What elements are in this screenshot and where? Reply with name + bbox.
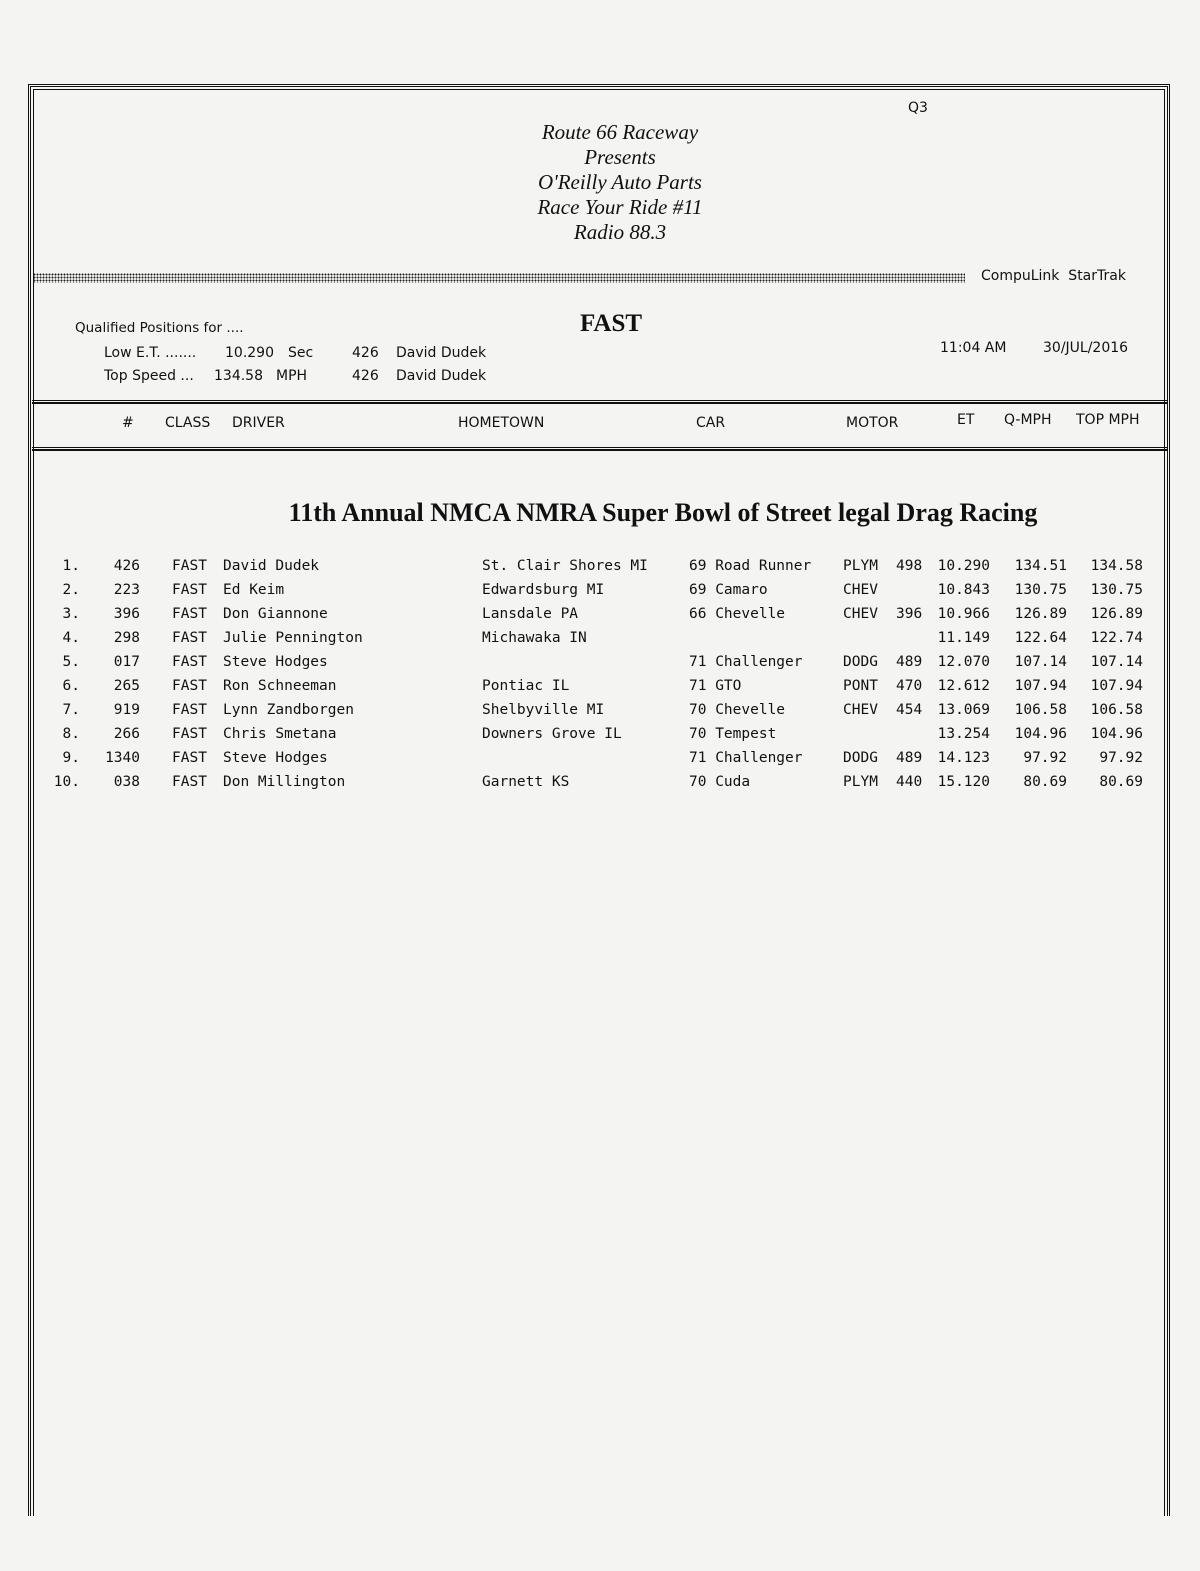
low-et-driver: David Dudek [396, 345, 487, 361]
cell-pos: 4. [62, 630, 80, 646]
cell-pos: 10. [53, 774, 80, 790]
cell-hometown: St. Clair Shores MI [482, 558, 648, 574]
cell-make: CHEV [843, 702, 878, 718]
cell-topmph: 107.94 [1090, 678, 1143, 694]
cell-et: 13.254 [937, 726, 990, 742]
low-et-label: Low E.T. ....... [104, 345, 197, 361]
cell-hometown: Edwardsburg MI [482, 582, 605, 598]
cell-pos: 8. [62, 726, 80, 742]
cell-cid: 489 [896, 654, 923, 670]
cell-cid: 440 [896, 774, 923, 790]
cell-et: 12.070 [937, 654, 990, 670]
cell-pos: 7. [62, 702, 80, 718]
cell-hometown: Lansdale PA [482, 606, 579, 622]
cell-topmph: 104.96 [1090, 726, 1143, 742]
header-line: O'Reilly Auto Parts [538, 170, 702, 194]
cell-topmph: 130.75 [1090, 582, 1143, 598]
cell-qmph: 80.69 [1023, 774, 1067, 790]
cell-car: 71 GTO [689, 678, 742, 694]
cell-driver: Steve Hodges [223, 654, 328, 670]
low-et-value: 10.290 [225, 345, 274, 361]
cell-cid: 454 [896, 702, 923, 718]
cell-class: FAST [172, 558, 207, 574]
cell-driver: Ed Keim [223, 582, 285, 598]
cell-hometown: Downers Grove IL [482, 726, 622, 742]
cell-class: FAST [172, 702, 207, 718]
cell-hometown: Michawaka IN [482, 630, 587, 646]
cell-et: 13.069 [937, 702, 990, 718]
cell-qmph: 107.14 [1014, 654, 1067, 670]
col-header-qmph: Q-MPH [1004, 412, 1052, 428]
cell-topmph: 107.14 [1090, 654, 1143, 670]
cell-num: 266 [113, 726, 140, 742]
cell-pos: 5. [62, 654, 80, 670]
table-row [0, 630, 1200, 654]
table-row [0, 774, 1200, 798]
low-et-unit: Sec [288, 345, 314, 361]
cell-car: 71 Challenger [689, 654, 803, 670]
cell-num: 1340 [105, 750, 140, 766]
cell-qmph: 122.64 [1014, 630, 1067, 646]
cell-class: FAST [172, 678, 207, 694]
report-date: 30/JUL/2016 [1043, 340, 1129, 356]
page-border [28, 84, 1170, 1516]
cell-driver: Don Giannone [223, 606, 328, 622]
cell-driver: Steve Hodges [223, 750, 328, 766]
cell-num: 396 [113, 606, 140, 622]
col-header-hometown: HOMETOWN [458, 415, 545, 431]
cell-driver: Don Millington [223, 774, 346, 790]
cell-class: FAST [172, 630, 207, 646]
system-name: CompuLink StarTrak [981, 268, 1126, 284]
cell-et: 10.290 [937, 558, 990, 574]
cell-cid: 470 [896, 678, 923, 694]
cell-num: 919 [113, 702, 140, 718]
table-row [0, 654, 1200, 678]
table-row [0, 750, 1200, 774]
cell-pos: 2. [62, 582, 80, 598]
qualified-label: Qualified Positions for .... [75, 320, 244, 336]
low-et-number: 426 [352, 345, 379, 361]
cell-et: 10.966 [937, 606, 990, 622]
cell-topmph: 134.58 [1090, 558, 1143, 574]
cell-make: DODG [843, 750, 878, 766]
cell-qmph: 106.58 [1014, 702, 1067, 718]
cell-qmph: 134.51 [1014, 558, 1067, 574]
cell-pos: 1. [62, 558, 80, 574]
top-speed-unit: MPH [276, 368, 308, 384]
top-speed-value: 134.58 [214, 368, 263, 384]
cell-topmph: 122.74 [1090, 630, 1143, 646]
cell-qmph: 97.92 [1023, 750, 1067, 766]
cell-make: PLYM [843, 558, 878, 574]
cell-car: 66 Chevelle [689, 606, 786, 622]
cell-class: FAST [172, 774, 207, 790]
cell-make: PLYM [843, 774, 878, 790]
cell-num: 298 [113, 630, 140, 646]
col-header-num: # [122, 415, 134, 431]
table-row [0, 606, 1200, 630]
col-header-car: CAR [696, 415, 726, 431]
cell-pos: 3. [62, 606, 80, 622]
table-row [0, 726, 1200, 750]
cell-et: 15.120 [937, 774, 990, 790]
cell-class: FAST [172, 726, 207, 742]
top-speed-label: Top Speed ... [104, 368, 194, 384]
cell-et: 14.123 [937, 750, 990, 766]
event-subtitle: 11th Annual NMCA NMRA Super Bowl of Street legal Drag Racing [288, 498, 1038, 527]
cell-make: CHEV [843, 606, 878, 622]
cell-topmph: 106.58 [1090, 702, 1143, 718]
table-row [0, 558, 1200, 582]
col-header-driver: DRIVER [232, 415, 285, 431]
dotted-divider [33, 273, 965, 283]
cell-car: 69 Camaro [689, 582, 768, 598]
cell-topmph: 97.92 [1099, 750, 1143, 766]
cell-cid: 498 [896, 558, 923, 574]
sheet-code: Q3 [908, 100, 928, 116]
table-row [0, 702, 1200, 726]
cell-hometown: Shelbyville MI [482, 702, 605, 718]
report-time: 11:04 AM [940, 340, 1007, 356]
cell-qmph: 130.75 [1014, 582, 1067, 598]
header-line: Race Your Ride #11 [537, 195, 703, 219]
event-header [0, 120, 1200, 245]
cell-driver: Julie Pennington [223, 630, 363, 646]
cell-make: PONT [843, 678, 878, 694]
cell-class: FAST [172, 606, 207, 622]
cell-pos: 9. [62, 750, 80, 766]
header-divider-bottom [32, 447, 1168, 451]
cell-num: 017 [113, 654, 140, 670]
cell-qmph: 107.94 [1014, 678, 1067, 694]
cell-class: FAST [172, 654, 207, 670]
cell-hometown: Garnett KS [482, 774, 570, 790]
cell-car: 70 Cuda [689, 774, 751, 790]
cell-pos: 6. [62, 678, 80, 694]
col-header-et: ET [957, 412, 975, 428]
cell-num: 265 [113, 678, 140, 694]
cell-driver: Ron Schneeman [223, 678, 337, 694]
cell-car: 69 Road Runner [689, 558, 812, 574]
top-speed-driver: David Dudek [396, 368, 487, 384]
table-row [0, 678, 1200, 702]
col-header-class: CLASS [165, 415, 211, 431]
top-speed-number: 426 [352, 368, 379, 384]
cell-num: 426 [113, 558, 140, 574]
cell-make: CHEV [843, 582, 878, 598]
cell-cid: 489 [896, 750, 923, 766]
cell-driver: Lynn Zandborgen [223, 702, 354, 718]
cell-topmph: 80.69 [1099, 774, 1143, 790]
col-header-motor: MOTOR [846, 415, 899, 431]
cell-driver: David Dudek [223, 558, 320, 574]
header-line: Presents [584, 145, 656, 169]
table-row [0, 582, 1200, 606]
cell-et: 11.149 [937, 630, 990, 646]
cell-num: 038 [113, 774, 140, 790]
cell-driver: Chris Smetana [223, 726, 337, 742]
class-title: FAST [580, 310, 643, 337]
cell-et: 12.612 [937, 678, 990, 694]
header-divider-top [32, 400, 1168, 404]
cell-cid: 396 [896, 606, 923, 622]
cell-topmph: 126.89 [1090, 606, 1143, 622]
cell-hometown: Pontiac IL [482, 678, 570, 694]
header-line: Route 66 Raceway [541, 120, 699, 144]
cell-num: 223 [113, 582, 140, 598]
cell-qmph: 104.96 [1014, 726, 1067, 742]
cell-class: FAST [172, 750, 207, 766]
cell-qmph: 126.89 [1014, 606, 1067, 622]
col-header-topmph: TOP MPH [1076, 412, 1140, 428]
cell-car: 70 Tempest [689, 726, 777, 742]
cell-car: 71 Challenger [689, 750, 803, 766]
cell-et: 10.843 [937, 582, 990, 598]
cell-car: 70 Chevelle [689, 702, 786, 718]
cell-make: DODG [843, 654, 878, 670]
cell-class: FAST [172, 582, 207, 598]
header-line: Radio 88.3 [573, 220, 667, 244]
